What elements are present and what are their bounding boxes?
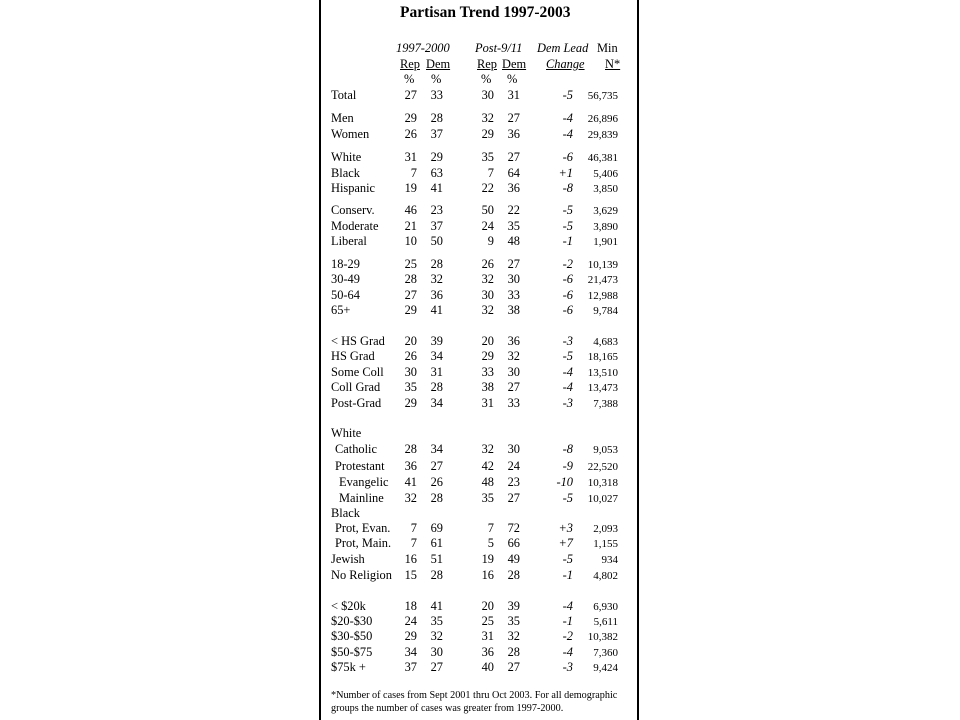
cell-rep1: 16 bbox=[404, 552, 417, 566]
cell-n: 5,406 bbox=[593, 168, 618, 180]
cell-rep2: 32 bbox=[481, 303, 494, 317]
cell-dem2: 36 bbox=[507, 334, 520, 348]
cell-change: -8 bbox=[562, 442, 573, 456]
cell-n: 9,053 bbox=[593, 444, 618, 456]
cell-rep2: 42 bbox=[481, 459, 494, 473]
cell-n: 5,611 bbox=[593, 616, 618, 628]
cell-rep1: 32 bbox=[404, 491, 417, 505]
cell-n: 12,988 bbox=[587, 290, 618, 302]
cell-dem2: 64 bbox=[507, 166, 520, 180]
row-label: No Religion bbox=[331, 568, 392, 582]
cell-dem2: 28 bbox=[507, 568, 520, 582]
row-label: Protestant bbox=[335, 459, 385, 473]
row-label: 30-49 bbox=[331, 272, 360, 286]
cell-n: 934 bbox=[601, 554, 618, 566]
row-label: Black bbox=[331, 166, 360, 180]
cell-dem2: 30 bbox=[507, 365, 520, 379]
cell-dem2: 27 bbox=[507, 491, 520, 505]
cell-dem1: 50 bbox=[430, 234, 443, 248]
cell-n: 10,027 bbox=[587, 493, 618, 505]
cell-dem1: 34 bbox=[430, 442, 443, 456]
row-label: Jewish bbox=[331, 552, 365, 566]
cell-rep2: 7 bbox=[487, 166, 494, 180]
cell-dem1: 39 bbox=[430, 334, 443, 348]
row-label: Post-Grad bbox=[331, 396, 382, 410]
cell-dem2: 27 bbox=[507, 150, 520, 164]
cell-change: -4 bbox=[562, 599, 573, 613]
cell-change: -3 bbox=[562, 396, 573, 410]
cell-dem1: 33 bbox=[430, 88, 443, 102]
cell-n: 18,165 bbox=[587, 351, 618, 363]
cell-dem2: 27 bbox=[507, 257, 520, 271]
cell-n: 2,093 bbox=[593, 523, 618, 535]
cell-dem2: 36 bbox=[507, 181, 520, 195]
cell-dem1: 37 bbox=[430, 127, 443, 141]
row-label: Conserv. bbox=[331, 203, 375, 217]
cell-change: -9 bbox=[562, 459, 573, 473]
cell-rep1: 29 bbox=[404, 396, 417, 410]
document-page bbox=[319, 0, 639, 720]
cell-dem1: 34 bbox=[430, 396, 443, 410]
cell-rep2: 16 bbox=[481, 568, 494, 582]
cell-dem2: 72 bbox=[507, 521, 520, 535]
cell-rep2: 29 bbox=[481, 127, 494, 141]
cell-dem2: 23 bbox=[507, 475, 520, 489]
row-label: $50-$75 bbox=[331, 645, 373, 659]
cell-change: -2 bbox=[562, 629, 573, 643]
cell-rep2: 22 bbox=[481, 181, 494, 195]
row-label: Total bbox=[331, 88, 357, 102]
cell-rep1: 27 bbox=[404, 288, 417, 302]
cell-dem1: 28 bbox=[430, 491, 443, 505]
cell-dem1: 41 bbox=[430, 599, 443, 613]
cell-n: 3,850 bbox=[593, 183, 618, 195]
cell-change: -5 bbox=[562, 219, 573, 233]
cell-n: 3,890 bbox=[593, 221, 618, 233]
cell-dem2: 33 bbox=[507, 288, 520, 302]
cell-rep1: 29 bbox=[404, 629, 417, 643]
cell-rep1: 24 bbox=[404, 614, 417, 628]
row-label: Moderate bbox=[331, 219, 379, 233]
cell-change: -6 bbox=[562, 272, 573, 286]
header-n: N* bbox=[605, 57, 621, 71]
cell-dem1: 28 bbox=[430, 257, 443, 271]
cell-change: -3 bbox=[562, 334, 573, 348]
cell-rep1: 19 bbox=[404, 181, 417, 195]
row-label: Some Coll bbox=[331, 365, 384, 379]
cell-n: 6,930 bbox=[593, 601, 618, 613]
cell-rep1: 31 bbox=[404, 150, 417, 164]
cell-n: 4,802 bbox=[593, 570, 618, 582]
cell-rep1: 15 bbox=[404, 568, 417, 582]
cell-dem1: 28 bbox=[430, 111, 443, 125]
header-pct-dem-2: % bbox=[507, 72, 518, 86]
cell-change: -3 bbox=[562, 660, 573, 674]
cell-rep1: 25 bbox=[404, 257, 417, 271]
cell-rep1: 20 bbox=[404, 334, 417, 348]
row-label: HS Grad bbox=[331, 349, 375, 363]
cell-rep2: 48 bbox=[481, 475, 494, 489]
cell-rep2: 32 bbox=[481, 442, 494, 456]
cell-dem1: 23 bbox=[430, 203, 443, 217]
cell-dem1: 28 bbox=[430, 568, 443, 582]
cell-dem2: 22 bbox=[507, 203, 520, 217]
cell-dem2: 27 bbox=[507, 380, 520, 394]
cell-n: 22,520 bbox=[587, 461, 618, 473]
table-title: Partisan Trend 1997-2003 bbox=[400, 4, 571, 21]
cell-rep2: 31 bbox=[481, 396, 494, 410]
cell-change: -5 bbox=[562, 349, 573, 363]
header-dem-lead: Dem Lead bbox=[537, 41, 589, 55]
cell-n: 7,360 bbox=[593, 647, 618, 659]
cell-rep2: 25 bbox=[481, 614, 494, 628]
cell-change: +1 bbox=[558, 166, 573, 180]
cell-change: -4 bbox=[562, 365, 573, 379]
cell-dem2: 38 bbox=[507, 303, 520, 317]
cell-rep2: 38 bbox=[481, 380, 494, 394]
row-label: Women bbox=[331, 127, 370, 141]
cell-rep1: 34 bbox=[404, 645, 417, 659]
cell-rep2: 9 bbox=[487, 234, 494, 248]
cell-change: -5 bbox=[562, 552, 573, 566]
cell-rep2: 33 bbox=[481, 365, 494, 379]
header-pct-rep-1: % bbox=[404, 72, 415, 86]
cell-dem1: 32 bbox=[430, 272, 443, 286]
header-dem-1: Dem bbox=[426, 57, 451, 71]
cell-dem1: 28 bbox=[430, 380, 443, 394]
header-pct-dem-1: % bbox=[431, 72, 442, 86]
cell-dem2: 30 bbox=[507, 272, 520, 286]
cell-dem2: 24 bbox=[507, 459, 520, 473]
cell-change: -6 bbox=[562, 303, 573, 317]
row-label: Hispanic bbox=[331, 181, 376, 195]
row-label: 18-29 bbox=[331, 257, 360, 271]
cell-dem2: 49 bbox=[507, 552, 520, 566]
cell-dem1: 51 bbox=[430, 552, 443, 566]
cell-rep1: 36 bbox=[404, 459, 417, 473]
cell-rep1: 28 bbox=[404, 442, 417, 456]
cell-n: 13,510 bbox=[587, 367, 618, 379]
header-dem-2: Dem bbox=[502, 57, 527, 71]
cell-n: 21,473 bbox=[587, 274, 618, 286]
cell-dem1: 31 bbox=[430, 365, 443, 379]
header-pct-rep-2: % bbox=[481, 72, 492, 86]
cell-dem1: 63 bbox=[430, 166, 443, 180]
header-rep-1: Rep bbox=[400, 57, 420, 71]
row-label: 65+ bbox=[331, 303, 351, 317]
cell-dem1: 29 bbox=[430, 150, 443, 164]
cell-n: 1,901 bbox=[593, 236, 618, 248]
cell-change: +7 bbox=[558, 536, 573, 550]
cell-rep1: 46 bbox=[404, 203, 417, 217]
cell-rep2: 35 bbox=[481, 150, 494, 164]
footnote-line-1: *Number of cases from Sept 2001 thru Oct 2003. For all demographic bbox=[331, 690, 618, 701]
cell-rep1: 29 bbox=[404, 303, 417, 317]
cell-rep2: 20 bbox=[481, 334, 494, 348]
cell-change: -1 bbox=[562, 614, 573, 628]
row-label: White bbox=[331, 426, 362, 440]
row-label: Liberal bbox=[331, 234, 367, 248]
row-label: Coll Grad bbox=[331, 380, 381, 394]
cell-dem1: 61 bbox=[430, 536, 443, 550]
cell-rep1: 30 bbox=[404, 365, 417, 379]
cell-dem1: 26 bbox=[430, 475, 443, 489]
cell-rep1: 35 bbox=[404, 380, 417, 394]
row-label: $75k + bbox=[331, 660, 366, 674]
cell-n: 56,735 bbox=[587, 90, 618, 102]
cell-n: 9,784 bbox=[593, 305, 618, 317]
cell-change: -6 bbox=[562, 288, 573, 302]
cell-rep1: 41 bbox=[404, 475, 417, 489]
cell-dem2: 39 bbox=[507, 599, 520, 613]
cell-dem1: 37 bbox=[430, 219, 443, 233]
cell-rep2: 19 bbox=[481, 552, 494, 566]
row-label: Black bbox=[331, 506, 360, 520]
cell-change: -1 bbox=[562, 568, 573, 582]
cell-dem1: 30 bbox=[430, 645, 443, 659]
cell-rep1: 10 bbox=[404, 234, 417, 248]
cell-rep1: 7 bbox=[410, 166, 417, 180]
cell-change: -1 bbox=[562, 234, 573, 248]
cell-dem2: 32 bbox=[507, 349, 520, 363]
cell-rep1: 37 bbox=[404, 660, 417, 674]
cell-dem2: 27 bbox=[507, 660, 520, 674]
row-label: < HS Grad bbox=[331, 334, 385, 348]
cell-dem1: 35 bbox=[430, 614, 443, 628]
cell-rep1: 18 bbox=[404, 599, 417, 613]
cell-dem2: 32 bbox=[507, 629, 520, 643]
cell-n: 10,382 bbox=[587, 631, 618, 643]
cell-rep1: 27 bbox=[404, 88, 417, 102]
cell-n: 9,424 bbox=[593, 662, 618, 674]
cell-rep2: 29 bbox=[481, 349, 494, 363]
cell-rep2: 31 bbox=[481, 629, 494, 643]
cell-dem1: 36 bbox=[430, 288, 443, 302]
cell-rep1: 28 bbox=[404, 272, 417, 286]
cell-dem2: 27 bbox=[507, 111, 520, 125]
cell-dem1: 27 bbox=[430, 660, 443, 674]
header-change: Change bbox=[546, 57, 585, 71]
cell-change: -4 bbox=[562, 380, 573, 394]
cell-dem2: 66 bbox=[507, 536, 520, 550]
cell-rep1: 26 bbox=[404, 127, 417, 141]
cell-dem1: 27 bbox=[430, 459, 443, 473]
cell-dem2: 48 bbox=[507, 234, 520, 248]
cell-rep2: 36 bbox=[481, 645, 494, 659]
cell-change: -4 bbox=[562, 645, 573, 659]
cell-rep2: 35 bbox=[481, 491, 494, 505]
cell-change: -6 bbox=[562, 150, 573, 164]
header-rep-2: Rep bbox=[477, 57, 497, 71]
cell-dem2: 36 bbox=[507, 127, 520, 141]
cell-rep2: 5 bbox=[487, 536, 494, 550]
row-label: Mainline bbox=[339, 491, 384, 505]
cell-dem1: 41 bbox=[430, 181, 443, 195]
header-period-post-911: Post-9/11 bbox=[475, 41, 523, 55]
row-label: Catholic bbox=[335, 442, 377, 456]
cell-n: 13,473 bbox=[587, 382, 618, 394]
row-label: $20-$30 bbox=[331, 614, 373, 628]
cell-change: -4 bbox=[562, 127, 573, 141]
cell-rep2: 24 bbox=[481, 219, 494, 233]
cell-rep2: 30 bbox=[481, 88, 494, 102]
cell-dem2: 31 bbox=[507, 88, 520, 102]
cell-dem2: 33 bbox=[507, 396, 520, 410]
cell-rep1: 7 bbox=[410, 521, 417, 535]
header-min: Min bbox=[597, 41, 618, 55]
row-label: < $20k bbox=[331, 599, 366, 613]
cell-change: -8 bbox=[562, 181, 573, 195]
cell-rep2: 7 bbox=[487, 521, 494, 535]
cell-rep2: 20 bbox=[481, 599, 494, 613]
cell-n: 3,629 bbox=[593, 205, 618, 217]
cell-rep1: 21 bbox=[404, 219, 417, 233]
cell-dem1: 34 bbox=[430, 349, 443, 363]
cell-dem1: 69 bbox=[430, 521, 443, 535]
cell-n: 46,381 bbox=[587, 152, 618, 164]
cell-dem1: 32 bbox=[430, 629, 443, 643]
cell-rep2: 26 bbox=[481, 257, 494, 271]
cell-rep1: 26 bbox=[404, 349, 417, 363]
cell-dem2: 30 bbox=[507, 442, 520, 456]
cell-n: 10,318 bbox=[587, 477, 618, 489]
row-label: Men bbox=[331, 111, 354, 125]
cell-rep2: 32 bbox=[481, 272, 494, 286]
cell-n: 29,839 bbox=[587, 129, 618, 141]
row-label: $30-$50 bbox=[331, 629, 373, 643]
row-label: 50-64 bbox=[331, 288, 360, 302]
cell-n: 26,896 bbox=[587, 113, 618, 125]
cell-n: 4,683 bbox=[593, 336, 618, 348]
cell-change: +3 bbox=[558, 521, 573, 535]
cell-rep2: 32 bbox=[481, 111, 494, 125]
cell-n: 1,155 bbox=[593, 538, 618, 550]
cell-dem2: 28 bbox=[507, 645, 520, 659]
cell-n: 7,388 bbox=[593, 398, 618, 410]
cell-change: -5 bbox=[562, 203, 573, 217]
cell-rep1: 29 bbox=[404, 111, 417, 125]
cell-change: -4 bbox=[562, 111, 573, 125]
row-label: White bbox=[331, 150, 362, 164]
row-label: Evangelic bbox=[339, 475, 389, 489]
cell-rep2: 40 bbox=[481, 660, 494, 674]
cell-change: -2 bbox=[562, 257, 573, 271]
footnote-line-2: groups the number of cases was greater from 1997-2000. bbox=[331, 703, 564, 714]
cell-dem2: 35 bbox=[507, 219, 520, 233]
cell-n: 10,139 bbox=[587, 259, 618, 271]
row-label: Prot, Main. bbox=[335, 536, 392, 550]
cell-dem1: 41 bbox=[430, 303, 443, 317]
header-period-1997-2000: 1997-2000 bbox=[396, 41, 450, 55]
cell-rep2: 50 bbox=[481, 203, 494, 217]
cell-change: -10 bbox=[556, 475, 573, 489]
cell-dem2: 35 bbox=[507, 614, 520, 628]
cell-rep2: 30 bbox=[481, 288, 494, 302]
cell-change: -5 bbox=[562, 491, 573, 505]
row-label: Prot, Evan. bbox=[335, 521, 391, 535]
cell-rep1: 7 bbox=[410, 536, 417, 550]
cell-change: -5 bbox=[562, 88, 573, 102]
